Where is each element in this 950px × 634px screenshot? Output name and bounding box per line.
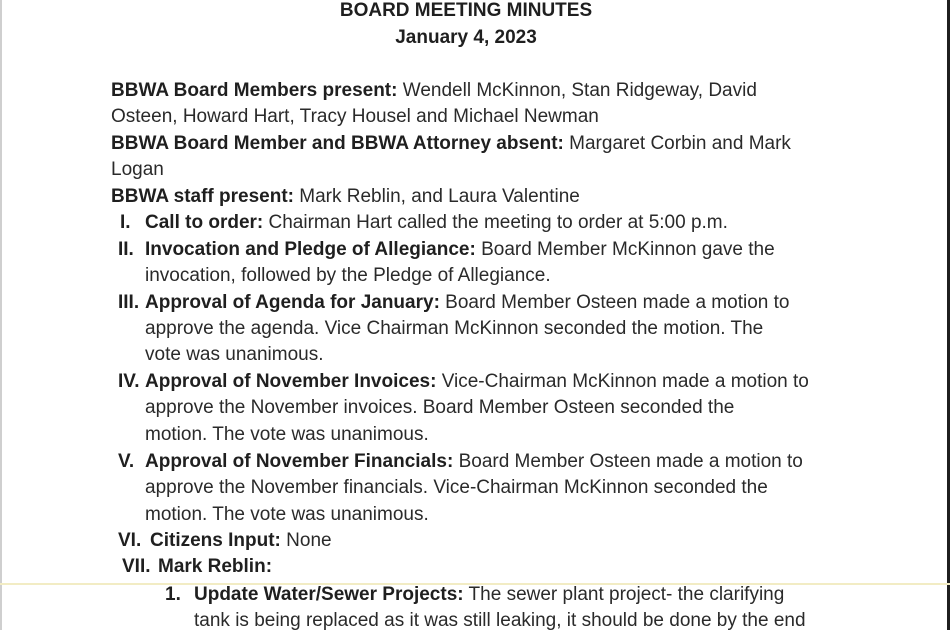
item-heading: Citizens Input:: [150, 530, 281, 551]
attendance-absent: [111, 131, 791, 157]
present-label: BBWA Board Members present:: [111, 80, 398, 101]
item-numeral: I.: [120, 212, 131, 233]
item-text-continued: vote was unanimous.: [145, 344, 324, 365]
item-numeral: IV.: [118, 371, 140, 392]
staff-names: Mark Reblin, and Laura Valentine: [299, 186, 580, 207]
agenda-item-invocation: [145, 237, 775, 263]
agenda-item-approval-agenda: [145, 290, 789, 316]
item-text: Chairman Hart called the meeting to order at 5:00 p.m.: [268, 212, 728, 233]
subitem-water-sewer: [194, 582, 784, 608]
item-text-continued: invocation, followed by the Pledge of Allegiance.: [145, 265, 551, 286]
agenda-item-call-to-order: [145, 210, 728, 236]
item-text-continued: motion. The vote was unanimous.: [145, 424, 429, 445]
item-heading: Approval of Agenda for January:: [145, 292, 440, 313]
item-text-continued: approve the agenda. Vice Chairman McKinnon seconded the motion. The: [145, 318, 764, 339]
subitem-text-continued: tank is being replaced as it was still leaking, it should be done by the end: [194, 610, 806, 631]
present-names-2: Osteen, Howard Hart, Tracy Housel and Michael Newman: [111, 106, 599, 127]
item-text: Vice-Chairman McKinnon made a motion to: [441, 371, 809, 392]
item-text-continued: approve the November invoices. Board Member Osteen seconded the: [145, 397, 735, 418]
agenda-item-approval-invoices: [145, 369, 809, 395]
agenda-item-approval-financials: [145, 449, 803, 475]
item-text-continued: motion. The vote was unanimous.: [145, 504, 429, 525]
item-heading: Mark Reblin:: [158, 556, 273, 577]
item-heading: Approval of November Financials:: [145, 451, 454, 472]
item-text: Board Member Osteen made a motion to: [445, 292, 790, 313]
agenda-item-citizens-input: [150, 528, 332, 554]
subitem-number: 1.: [165, 584, 181, 605]
item-heading: Approval of November Invoices:: [145, 371, 437, 392]
item-heading: Invocation and Pledge of Allegiance:: [145, 239, 476, 260]
document-title: BOARD MEETING MINUTES: [339, 0, 593, 21]
item-numeral: VII.: [122, 556, 151, 577]
attendance-present: [111, 78, 757, 104]
attendance-staff: [111, 184, 580, 210]
meeting-date: January 4, 2023: [395, 27, 537, 48]
page-left-edge: [0, 0, 2, 630]
item-text: Board Member McKinnon gave the: [481, 239, 775, 260]
item-text-continued: approve the November financials. Vice-Chairman McKinnon seconded the: [145, 477, 768, 498]
item-numeral: VI.: [118, 530, 142, 551]
item-heading: Call to order:: [145, 212, 264, 233]
staff-label: BBWA staff present:: [111, 186, 294, 207]
item-text: None: [286, 530, 332, 551]
item-text: Board Member Osteen made a motion to: [458, 451, 803, 472]
item-numeral: II.: [118, 239, 134, 260]
absent-names-1: Margaret Corbin and Mark: [569, 133, 791, 154]
agenda-item-mark-reblin: [158, 554, 272, 580]
absent-names-2: Logan: [111, 159, 164, 180]
subitem-heading: Update Water/Sewer Projects:: [194, 584, 464, 605]
subitem-text: The sewer plant project- the clarifying: [468, 584, 785, 605]
absent-label: BBWA Board Member and BBWA Attorney absent:: [111, 133, 564, 154]
present-names-1: Wendell McKinnon, Stan Ridgeway, David: [402, 80, 757, 101]
item-numeral: III.: [118, 292, 140, 313]
item-numeral: V.: [118, 451, 135, 472]
